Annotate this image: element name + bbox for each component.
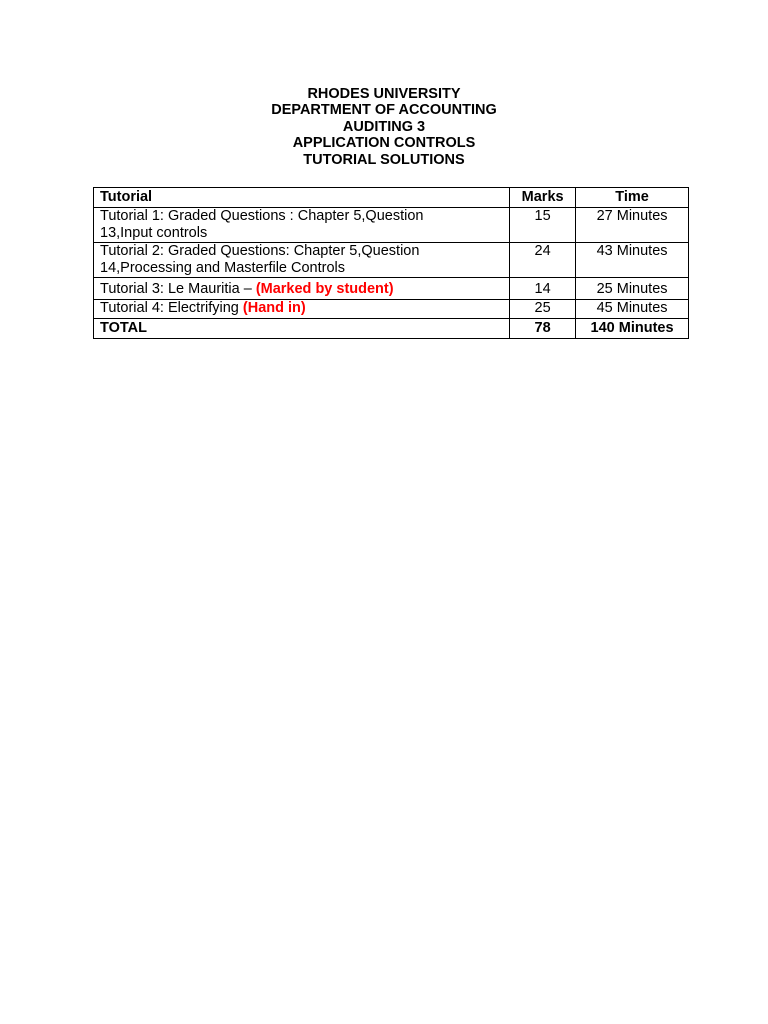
- column-header-tutorial: Tutorial: [94, 188, 510, 208]
- tutorial-cell: [94, 243, 510, 278]
- heading-subtitle: TUTORIAL SOLUTIONS: [303, 151, 465, 168]
- marks-cell: 14: [510, 278, 576, 300]
- table-row: [94, 300, 689, 319]
- time-cell: 25 Minutes: [576, 278, 689, 300]
- document-heading: [0, 86, 768, 168]
- marks-cell: 15: [510, 208, 576, 243]
- time-cell: 45 Minutes: [576, 300, 689, 319]
- tutorial-text: Tutorial 4: Electrifying: [100, 300, 243, 316]
- table-header-row: [94, 188, 689, 208]
- tutorial-cell: [94, 300, 510, 319]
- heading-department: DEPARTMENT OF ACCOUNTING: [271, 102, 497, 119]
- tutorial-line: 14,Processing and Masterfile Controls: [100, 260, 346, 276]
- table-row: [94, 243, 689, 278]
- total-time: 140 Minutes: [576, 319, 689, 339]
- table-total-row: [94, 319, 689, 339]
- heading-university: RHODES UNIVERSITY: [307, 86, 461, 102]
- tutorial-line: Tutorial 2: Graded Questions: Chapter 5,Question: [100, 243, 420, 259]
- tutorial-note: (Marked by student): [255, 281, 394, 297]
- tutorial-line: Tutorial 1: Graded Questions : Chapter 5,Question: [100, 208, 424, 224]
- tutorial-cell: [94, 278, 510, 300]
- tutorial-note: (Hand in): [242, 300, 306, 316]
- tutorial-text: Tutorial 3: Le Mauritia –: [100, 281, 256, 297]
- column-header-time: Time: [576, 188, 689, 208]
- time-cell: 27 Minutes: [576, 208, 689, 243]
- table-row: [94, 278, 689, 300]
- tutorial-cell: [94, 208, 510, 243]
- tutorial-line: 13,Input controls: [100, 225, 208, 241]
- marks-cell: 25: [510, 300, 576, 319]
- tutorial-table: [93, 187, 689, 339]
- heading-topic: APPLICATION CONTROLS: [292, 135, 476, 152]
- time-cell: 43 Minutes: [576, 243, 689, 278]
- table-row: [94, 208, 689, 243]
- total-label: TOTAL: [94, 319, 510, 339]
- column-header-marks: Marks: [510, 188, 576, 208]
- heading-course: AUDITING 3: [342, 118, 426, 135]
- total-marks: 78: [510, 319, 576, 339]
- marks-cell: 24: [510, 243, 576, 278]
